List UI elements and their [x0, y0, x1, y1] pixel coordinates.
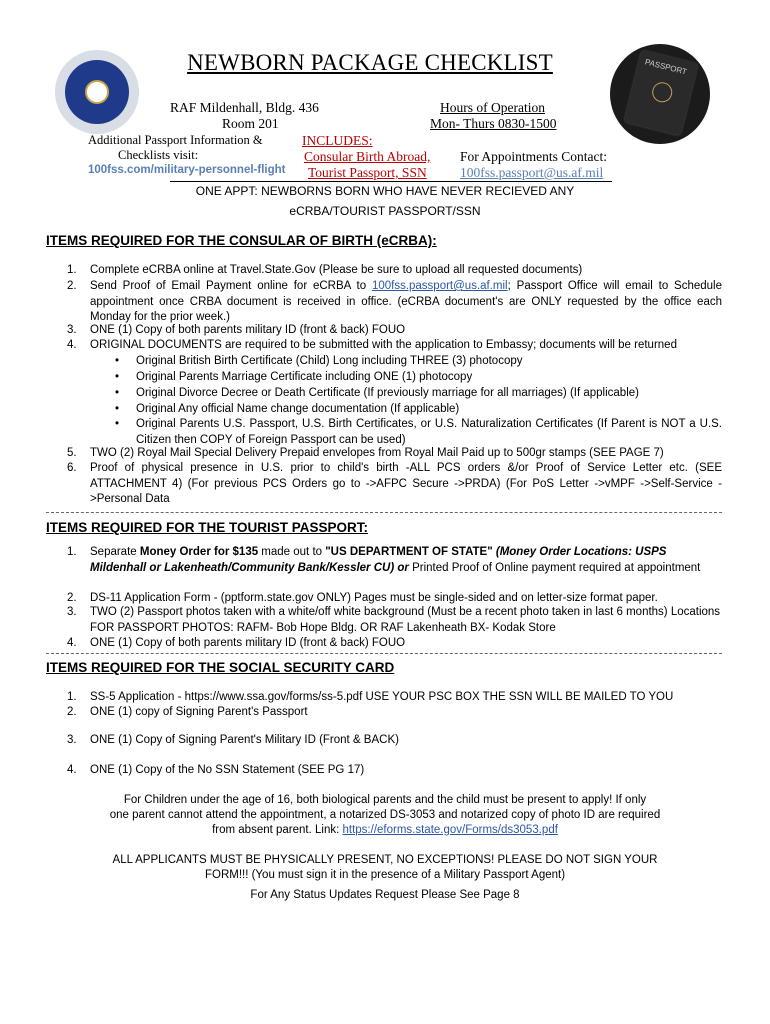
includes-title: INCLUDES:	[302, 133, 373, 148]
document-page: PASSPORT NEWBORN PACKAGE CHECKLIST RAF Mildenhall, Bldg. 436 Room 201 Hours of Operation Mon- Thurs 0830-1500 Additional Passport Information & Checklists visit: 100fss.com/military-personnel-flight INCLUDES: Consular Birth Abroad, Tourist Passport, SSN For Appointments Contact: 100fss.passport@us.af.mil ONE APPT: NEWBORNS BORN WHO HAVE NEVER RECIEVED ANY eCRBA/TOURIST PASSPORT/SSN ITEMS REQUIRED FOR THE CONSULAR OF BIRTH (eCRBA): 1. Complete eCRBA online at Travel.State.Gov (Please be sure to upload all requested documents) 2. Send Proof of Email Payment online for eCRBA to 100fss.passport@us.af.mil; Passport Office will email to Schedule appointment once CRBA document is received in office. (eCRBA document's are ONLY requested by the office each Monday for the prior week.) 3. ONE (1) Copy of both parents military ID (front & back) FOUO 4. ORIGINAL DOCUMENTS are required to be submitted with the application to Embassy; documents will be returned • Original British Birth Certificate (Child) Long including THREE (3) photocopy • Original Parents Marriage Certificate including ONE (1) photocopy • Original Divorce Decree or Death Certificate (If previously marriage for all marriages) (If applicable) • Original Any official Name change documentation (If applicable) • Original Parents U.S. Passport, U.S. Birth Certificates, or U.S. Naturalization Certificates (If Parent is NOT a U.S. Citizen then COPY of Foreign Passport can be used) 5. TWO (2) Royal Mail Special Delivery Prepaid envelopes from Royal Mail Paid up to 500gr stamps (SEE PAGE 7) 6. Proof of physical presence in U.S. prior to child's birth -ALL PCS orders &/or Proof of Service Letter etc. (SEE ATTACHMENT 4) (For previous PCS Orders go to ->AFPC Secure ->PRDA) (For PoS Letter ->vMPF ->Self-Service ->Personal Data ITEMS REQUIRED FOR THE TOURIST PASSPORT: 1. Separate Money Order for $135 made out to "US DEPARTMENT OF STATE" (Money Order Locations: USPS Mildenhall or Lakenheath/Community Bank/Kessler CU) or Printed Proof of Online payment required at appointment 2. DS-11 Application Form - (pptform.state.gov ONLY) Pages must be single-sided and on letter-size format paper. 3. TWO (2) Passport photos taken with a white/off white background (Must be a recent photo taken in last 6 months) Locations FOR PASSPORT PHOTOS: RAFM- Bob Hope Bldg. OR RAF Lakenheath BX- Kodak Store 4. ONE (1) Copy of both parents military ID (front & back) FOUO ITEMS REQUIRED FOR THE SOCIAL SECURITY CARD 1. SS-5 Application - https://www.ssa.gov/forms/ss-5.pdf USE YOUR PSC BOX THE SSN WILL BE MAILED TO YOU 2. ONE (1) copy of Signing Parent's Passport 3. ONE (1) Copy of Signing Parent's Military ID (Front & BACK) 4. ONE (1) Copy of the No SSN Statement (SEE PG 17) For Children under the age of 16, both biological parents and the child must be present to apply! If only one parent cannot attend the appointment, a notarized DS-3053 and notarized copy of photo ID are required from absent parent. Link: https://eforms.state.gov/Forms/ds3053.pdf ALL APPLICANTS MUST BE PHYSICALLY PRESENT, NO EXCEPTIONS! PLEASE DO NOT SIGN YOUR FORM!!! (You must sign it in the presence of a Military Passport Agent) For Any Status Updates Request Please See Page 8	[0, 0, 770, 1024]
children-note-line-2: one parent cannot attend the appointment, a notarized DS-3053 and notarized copy of photo ID are required	[109, 809, 661, 821]
location-line-2: Room 201	[222, 116, 279, 131]
passport-email-link[interactable]: 100fss.passport@us.af.mil	[371, 280, 508, 292]
crba-heading: ITEMS REQUIRED FOR THE CONSULAR OF BIRTH (eCRBA):	[46, 233, 437, 248]
children-note-line-1: For Children under the age of 16, both biological parents and the child must be present to apply! If only	[123, 794, 647, 806]
one-appt-line-1: ONE APPT: NEWBORNS BORN WHO HAVE NEVER RECIEVED ANY	[195, 184, 575, 198]
children-note-line-3: from absent parent. Link: https://eforms.state.gov/Forms/ds3053.pdf	[212, 824, 558, 836]
additional-info-line-1: Additional Passport Information &	[88, 133, 263, 147]
section-divider	[46, 512, 722, 513]
passport-logo-text: PASSPORT	[644, 57, 688, 77]
location-line-1: RAF Mildenhall, Bldg. 436	[170, 100, 319, 115]
ds3053-link[interactable]: https://eforms.state.gov/Forms/ds3053.pdf	[342, 824, 558, 836]
hours-title: Hours of Operation	[440, 100, 545, 115]
ssn-heading: ITEMS REQUIRED FOR THE SOCIAL SECURITY CARD	[46, 660, 395, 675]
status-update-note: For Any Status Updates Request Please See Page 8	[250, 889, 520, 901]
header-divider	[170, 181, 612, 182]
passport-logo-icon	[610, 44, 710, 144]
fss-website-link[interactable]: 100fss.com/military-personnel-flight	[88, 164, 286, 176]
all-applicants-line-2: FORM!!! (You must sign it in the presence of a Military Passport Agent)	[204, 869, 566, 881]
one-appt-line-2: eCRBA/TOURIST PASSPORT/SSN	[289, 204, 481, 218]
tourist-heading: ITEMS REQUIRED FOR THE TOURIST PASSPORT:	[46, 520, 369, 535]
includes-line-2: Tourist Passport, SSN	[308, 165, 427, 180]
appointments-email-link[interactable]: 100fss.passport@us.af.mil	[460, 165, 604, 180]
appointments-label: For Appointments Contact:	[460, 149, 607, 164]
all-applicants-line-1: ALL APPLICANTS MUST BE PHYSICALLY PRESENT, NO EXCEPTIONS! PLEASE DO NOT SIGN YOUR	[112, 854, 658, 866]
page-title: NEWBORN PACKAGE CHECKLIST	[187, 50, 553, 75]
state-department-seal-icon	[55, 50, 139, 134]
hours-value: Mon- Thurs 0830-1500	[430, 116, 557, 131]
section-divider	[46, 653, 722, 654]
additional-info-line-2: Checklists visit:	[118, 148, 199, 162]
includes-line-1: Consular Birth Abroad,	[304, 149, 431, 164]
